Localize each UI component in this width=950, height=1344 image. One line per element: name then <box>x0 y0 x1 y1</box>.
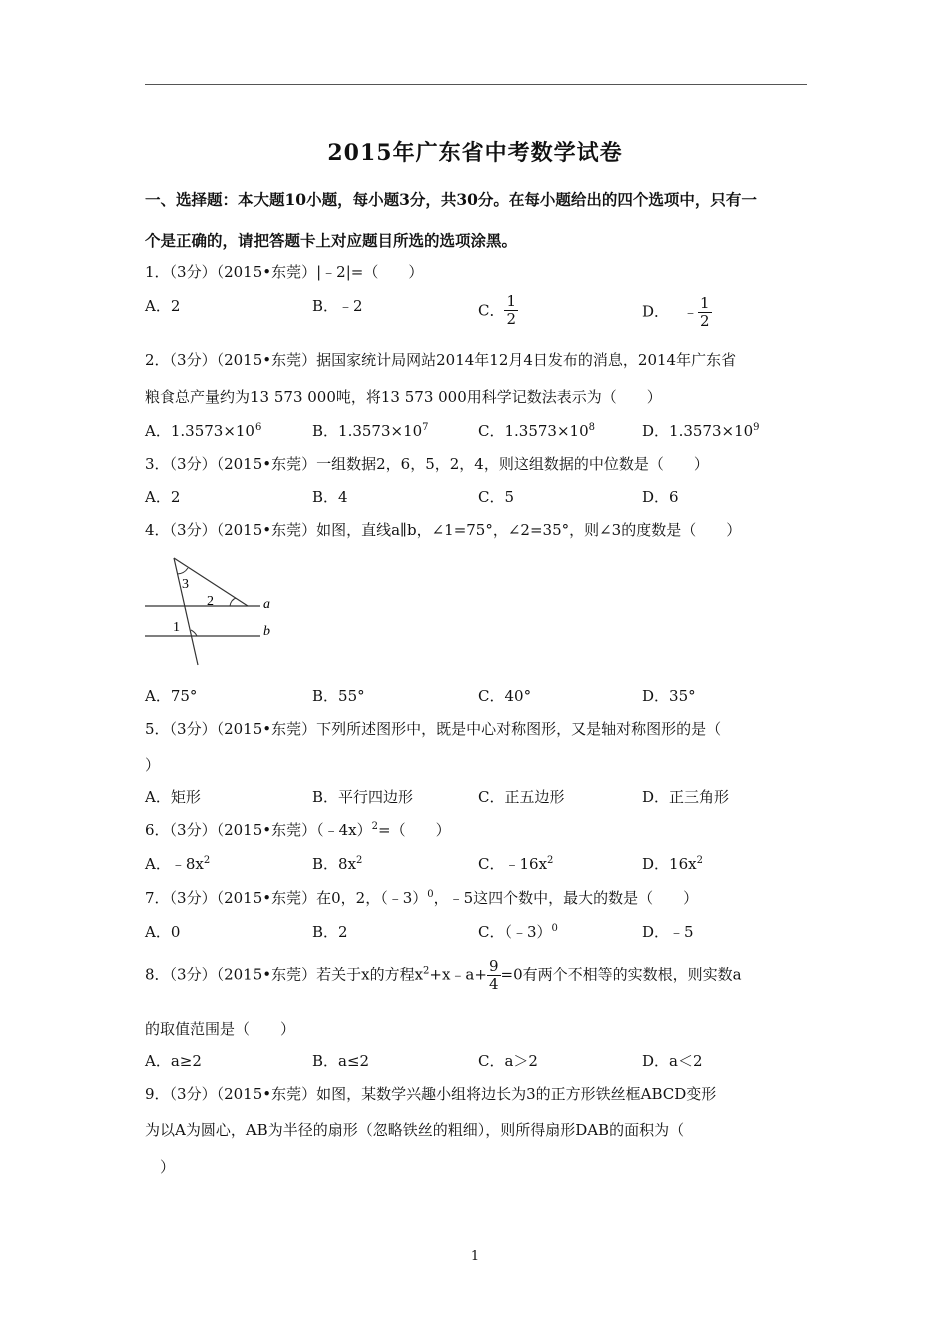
q7-option-b: B．2 <box>312 923 348 941</box>
q6-option-a-exponent: 2 <box>203 855 211 866</box>
q1-option-d-label: D． <box>642 302 670 321</box>
fraction-denominator: 2 <box>506 310 517 328</box>
question-8-stem <box>145 958 742 993</box>
q2-option-c-exponent: 8 <box>588 422 595 433</box>
q8-stem-exponent: 2 <box>423 965 430 977</box>
q5-option-d: D．正三角形 <box>642 788 730 806</box>
parallel-lines-figure <box>140 552 285 670</box>
q2-option-c <box>478 420 595 441</box>
question-9-line2: 为以A为圆心，AB为半径的扇形（忽略铁丝的粗细），则所得扇形DAB的面积为（ <box>145 1121 685 1139</box>
q2-option-c-base: C．1.3573×10 <box>478 422 589 440</box>
q4-option-b: B．55° <box>312 687 365 705</box>
header-rule <box>145 84 807 85</box>
q6-option-c <box>478 853 553 874</box>
q7-option-a: A．0 <box>145 923 181 941</box>
q3-option-d: D．6 <box>642 488 679 506</box>
question-2-line2: 粮食总产量约为13 573 000吨，将13 573 000用科学记数法表示为（ ） <box>145 388 662 406</box>
q7-stem-post: ，﹣5这四个数中，最大的数是（ ） <box>433 889 699 907</box>
question-5-line1: 5．（3分）（2015•东莞）下列所述图形中，既是中心对称图形，又是轴对称图形的是（ <box>145 720 722 738</box>
q2-option-b <box>312 420 429 441</box>
q5-option-c: C．正五边形 <box>478 788 565 806</box>
q2-option-d <box>642 420 760 441</box>
q3-option-b: B．4 <box>312 488 348 506</box>
page-title: 2015年广东省中考数学试卷 <box>327 140 623 166</box>
q1-option-c <box>478 292 518 328</box>
q7-option-c-exponent: 0 <box>551 923 558 934</box>
q6-stem-exponent: 2 <box>371 821 378 832</box>
q8-option-d: D．a＜2 <box>642 1052 703 1070</box>
q8-fraction <box>487 958 501 993</box>
label-2: 2 <box>207 594 214 609</box>
fraction-numerator: 9 <box>488 957 499 975</box>
section-heading-line1: 一、选择题：本大题10小题，每小题3分，共30分。在每小题给出的四个选项中，只有一 <box>145 190 757 209</box>
q1-option-c-label: C． <box>478 301 505 320</box>
q3-option-c: C．5 <box>478 488 515 506</box>
question-5-line2: ） <box>145 756 161 774</box>
question-6-stem <box>145 819 451 840</box>
q8-option-c: C．a＞2 <box>478 1052 538 1070</box>
q4-option-d: D．35° <box>642 687 696 705</box>
q6-option-a <box>145 853 210 874</box>
q7-stem-exponent: 0 <box>427 889 434 900</box>
angle-3-arc <box>177 568 188 574</box>
q1-option-d-sign: ﹣ <box>683 302 699 321</box>
fraction-numerator: 1 <box>700 294 710 312</box>
q2-option-b-base: B．1.3573×10 <box>312 422 423 440</box>
q7-option-c <box>478 921 558 942</box>
question-9-line3: ） <box>160 1158 176 1176</box>
q6-option-a-base: A．﹣8x <box>145 855 204 873</box>
label-1: 1 <box>173 620 180 635</box>
question-2-line1: 2．（3分）（2015•东莞）据国家统计局网站2014年12月4日发布的消息，2014年广东省 <box>145 351 737 369</box>
question-9-line1: 9．（3分）（2015•东莞）如图，某数学兴趣小组将边长为3的正方形铁丝框ABCD变形 <box>145 1085 717 1103</box>
question-8-line2: 的取值范围是（ ） <box>145 1020 296 1038</box>
q5-option-b: B．平行四边形 <box>312 788 414 806</box>
q2-option-b-exponent: 7 <box>422 422 429 433</box>
question-3-stem: 3．（3分）（2015•东莞）一组数据2，6，5，2，4，则这组数据的中位数是（ ） <box>145 455 709 473</box>
section-heading-line2: 个是正确的，请把答题卡上对应题目所选的选项涂黑。 <box>145 231 518 250</box>
q2-option-a <box>145 420 261 441</box>
q6-option-d-base: D．16x <box>642 855 697 873</box>
label-b: b <box>263 624 270 639</box>
label-a: a <box>263 597 270 612</box>
q8-stem-pre: 8．（3分）（2015•东莞）若关于x的方程x <box>145 965 424 984</box>
q6-stem-post: =（ ） <box>378 821 451 839</box>
q7-stem-pre: 7．（3分）（2015•东莞）在0，2，（﹣3） <box>145 889 428 907</box>
q7-option-d: D．﹣5 <box>642 923 694 941</box>
q4-option-a: A．75° <box>145 687 198 705</box>
q1-option-b: B．﹣2 <box>312 297 363 315</box>
q8-option-b: B．a≤2 <box>312 1052 370 1070</box>
q6-option-d <box>642 853 703 874</box>
question-7-stem <box>145 887 698 908</box>
q1-option-d-fraction <box>698 295 712 330</box>
q8-option-a: A．a≥2 <box>145 1052 202 1070</box>
q6-option-b-base: B．8x <box>312 855 357 873</box>
q2-option-a-exponent: 6 <box>254 422 262 433</box>
fraction-denominator: 4 <box>488 975 499 993</box>
q1-option-a: A．2 <box>145 297 181 315</box>
q1-option-c-fraction <box>504 293 518 328</box>
q7-option-c-base: C．（﹣3） <box>478 923 552 941</box>
label-3: 3 <box>182 577 189 592</box>
q8-stem-mid: +x﹣a+ <box>429 965 487 984</box>
q6-option-d-exponent: 2 <box>696 855 703 866</box>
q2-option-d-base: D．1.3573×10 <box>642 422 754 440</box>
q6-option-c-base: C．﹣16x <box>478 855 548 873</box>
q2-option-d-exponent: 9 <box>753 422 760 433</box>
angle-2-arc <box>230 598 236 606</box>
question-1-stem: 1．（3分）（2015•东莞）|﹣2|=（ ） <box>145 263 424 281</box>
q2-option-a-base: A．1.3573×10 <box>145 422 255 440</box>
q8-stem-post: =0有两个不相等的实数根，则实数a <box>500 965 742 984</box>
page-number: 1 <box>470 1249 480 1264</box>
q3-option-a: A．2 <box>145 488 181 506</box>
q6-option-c-exponent: 2 <box>547 855 554 866</box>
q6-option-b <box>312 853 362 874</box>
fraction-numerator: 1 <box>506 292 517 310</box>
q5-option-a: A．矩形 <box>145 788 201 806</box>
question-4-stem: 4．（3分）（2015•东莞）如图，直线a∥b，∠1=75°，∠2=35°，则∠3的度数是（ ） <box>145 521 742 539</box>
q6-option-b-exponent: 2 <box>356 855 363 866</box>
q1-option-d <box>642 295 712 330</box>
q6-stem-pre: 6．（3分）（2015•东莞）（﹣4x） <box>145 821 372 839</box>
fraction-denominator: 2 <box>700 312 710 330</box>
q4-option-c: C．40° <box>478 687 532 705</box>
